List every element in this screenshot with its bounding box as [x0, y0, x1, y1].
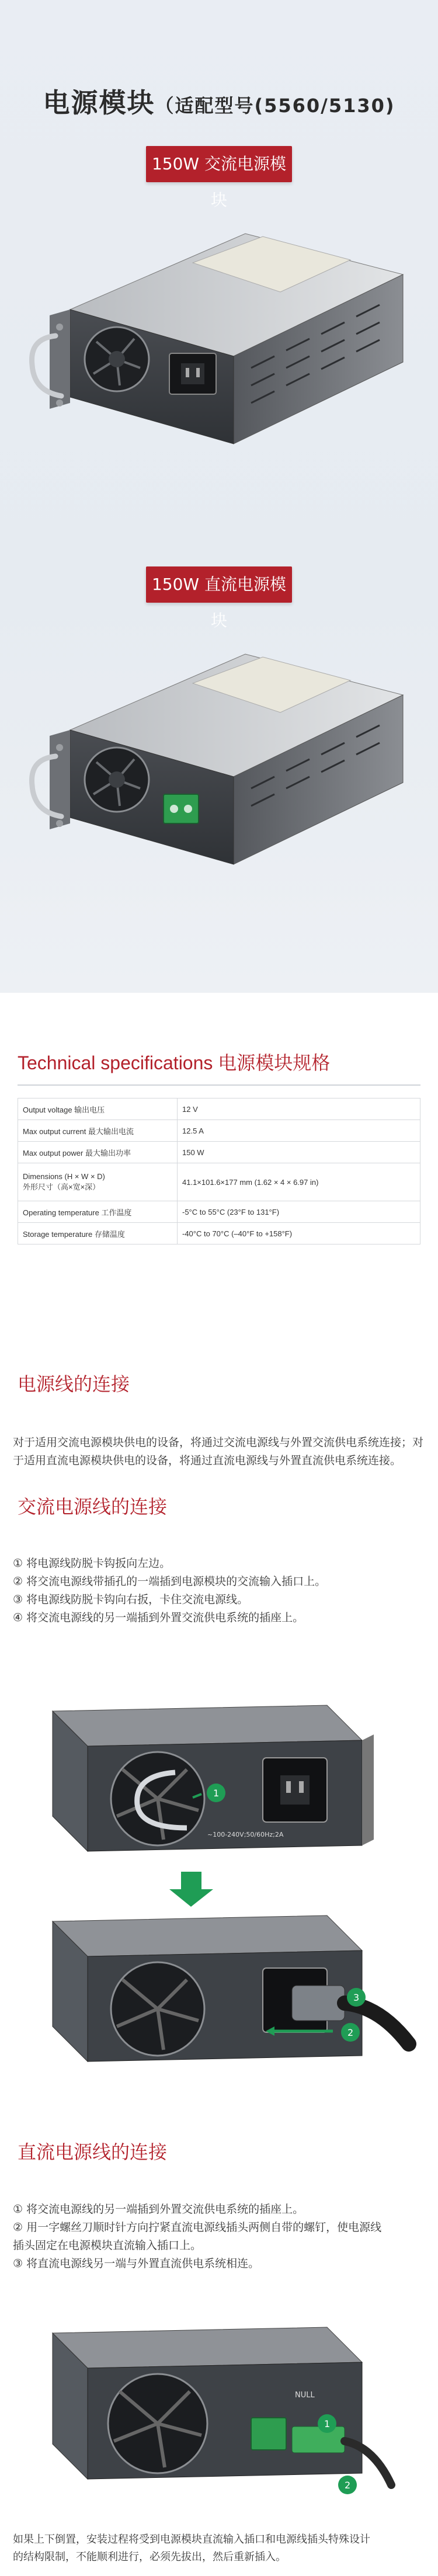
spec-key	[18, 1163, 178, 1201]
spec-value: 12.5 A	[178, 1120, 420, 1142]
spec-key: Output voltage 输出电压	[18, 1098, 178, 1120]
dc-module-label: 150W 直流电源模块	[146, 566, 292, 603]
ac-steps	[13, 1555, 427, 1627]
list-item: ③ 将直流电源线另一端与外置直流供电系统相连。	[13, 2257, 260, 2270]
null-label: NULL	[295, 2391, 315, 2400]
table-row	[18, 1120, 420, 1142]
table-row	[18, 1163, 420, 1201]
spec-key-line: Dimensions (H × W × D)	[23, 1172, 105, 1181]
spec-key: Max output current 最大输出电流	[18, 1120, 178, 1142]
callout-2-label: 2	[345, 2480, 351, 2491]
spec-key-line: 外形尺寸（高×宽×深）	[23, 1183, 100, 1191]
callout-1-label: 1	[213, 1788, 220, 1799]
arrow-down-icon	[169, 1872, 213, 1907]
spec-divider	[18, 1084, 420, 1086]
spec-key: Max output power 最大输出功率	[18, 1142, 178, 1163]
list-item: ③ 将电源线防脱卡钩向右扳，卡住交流电源线。	[13, 1593, 249, 1606]
spec-value: -5°C to 55°C (23°F to 131°F)	[178, 1201, 420, 1223]
spec-key: Operating temperature 工作温度	[18, 1201, 178, 1223]
list-item: ② 用一字螺丝刀顺时针方向拧紧直流电源线插头两侧自带的螺钉，使电源线	[13, 2221, 382, 2234]
spec-value: 41.1×101.6×177 mm (1.62 × 4 × 6.97 in)	[178, 1163, 420, 1201]
callout-2-label: 2	[347, 2027, 354, 2038]
ac-module-image	[0, 210, 438, 485]
table-row	[18, 1142, 420, 1163]
page-title-main: 电源模块	[43, 87, 155, 119]
dc-install-diagram	[0, 2310, 438, 2522]
table-row	[18, 1098, 420, 1120]
dc-install-heading: 直流电源线的连接	[18, 2141, 168, 2163]
page-title-subtitle: （适配型号(5560/5130)	[155, 95, 395, 117]
spec-title: Technical specifications 电源模块规格	[18, 1052, 331, 1073]
dc-module-image	[0, 631, 438, 905]
callout-1-label: 1	[324, 2418, 331, 2429]
ac-install-diagram	[0, 1670, 438, 2105]
list-item: ② 将交流电源线带插孔的一端插到电源模块的交流输入插口上。	[13, 1575, 326, 1588]
footer-note	[13, 2531, 427, 2566]
list-item: 插头固定在电源模块直流输入插口上。	[13, 2239, 202, 2252]
spec-table	[18, 1098, 420, 1244]
spec-value: 12 V	[178, 1098, 420, 1120]
spec-value: -40°C to 70°C (–40°F to +158°F)	[178, 1223, 420, 1244]
product-hero	[0, 0, 438, 993]
spec-key: Storage temperature 存储温度	[18, 1223, 178, 1244]
callout-3-label: 3	[353, 1992, 360, 2003]
dc-steps	[13, 2200, 427, 2273]
install-intro: 对于适用交流电源模块供电的设备，将通过交流电源线与外置交流供电系统连接；对于适用直流电源模块供电的设备，将通过直流电源线与外置直流供电系统连接。	[13, 1436, 424, 1467]
list-item: ① 将交流电源线的另一端插到外置交流供电系统的插座上。	[13, 2203, 304, 2216]
ac-install-heading: 交流电源线的连接	[18, 1496, 168, 1518]
list-item: ① 将电源线防脱卡钩扳向左边。	[13, 1557, 171, 1570]
spec-value: 150 W	[178, 1142, 420, 1163]
install-heading: 电源线的连接	[18, 1373, 130, 1395]
footer-note-line: 如果上下倒置，安装过程将受到电源模块直流输入插口和电源线插头特殊设计	[13, 2533, 370, 2546]
page-title	[0, 82, 438, 120]
footer-note-line: 的结构限制，不能顺利进行，必须先拔出，然后重新插入。	[13, 2551, 286, 2563]
ac-module-label: 150W 交流电源模块	[146, 146, 292, 182]
list-item: ④ 将交流电源线的另一端插到外置交流供电系统的插座上。	[13, 1611, 304, 1624]
input-rating-text: ~100-240V;50/60Hz;2A	[207, 1831, 284, 1838]
table-row	[18, 1223, 420, 1244]
table-row	[18, 1201, 420, 1223]
